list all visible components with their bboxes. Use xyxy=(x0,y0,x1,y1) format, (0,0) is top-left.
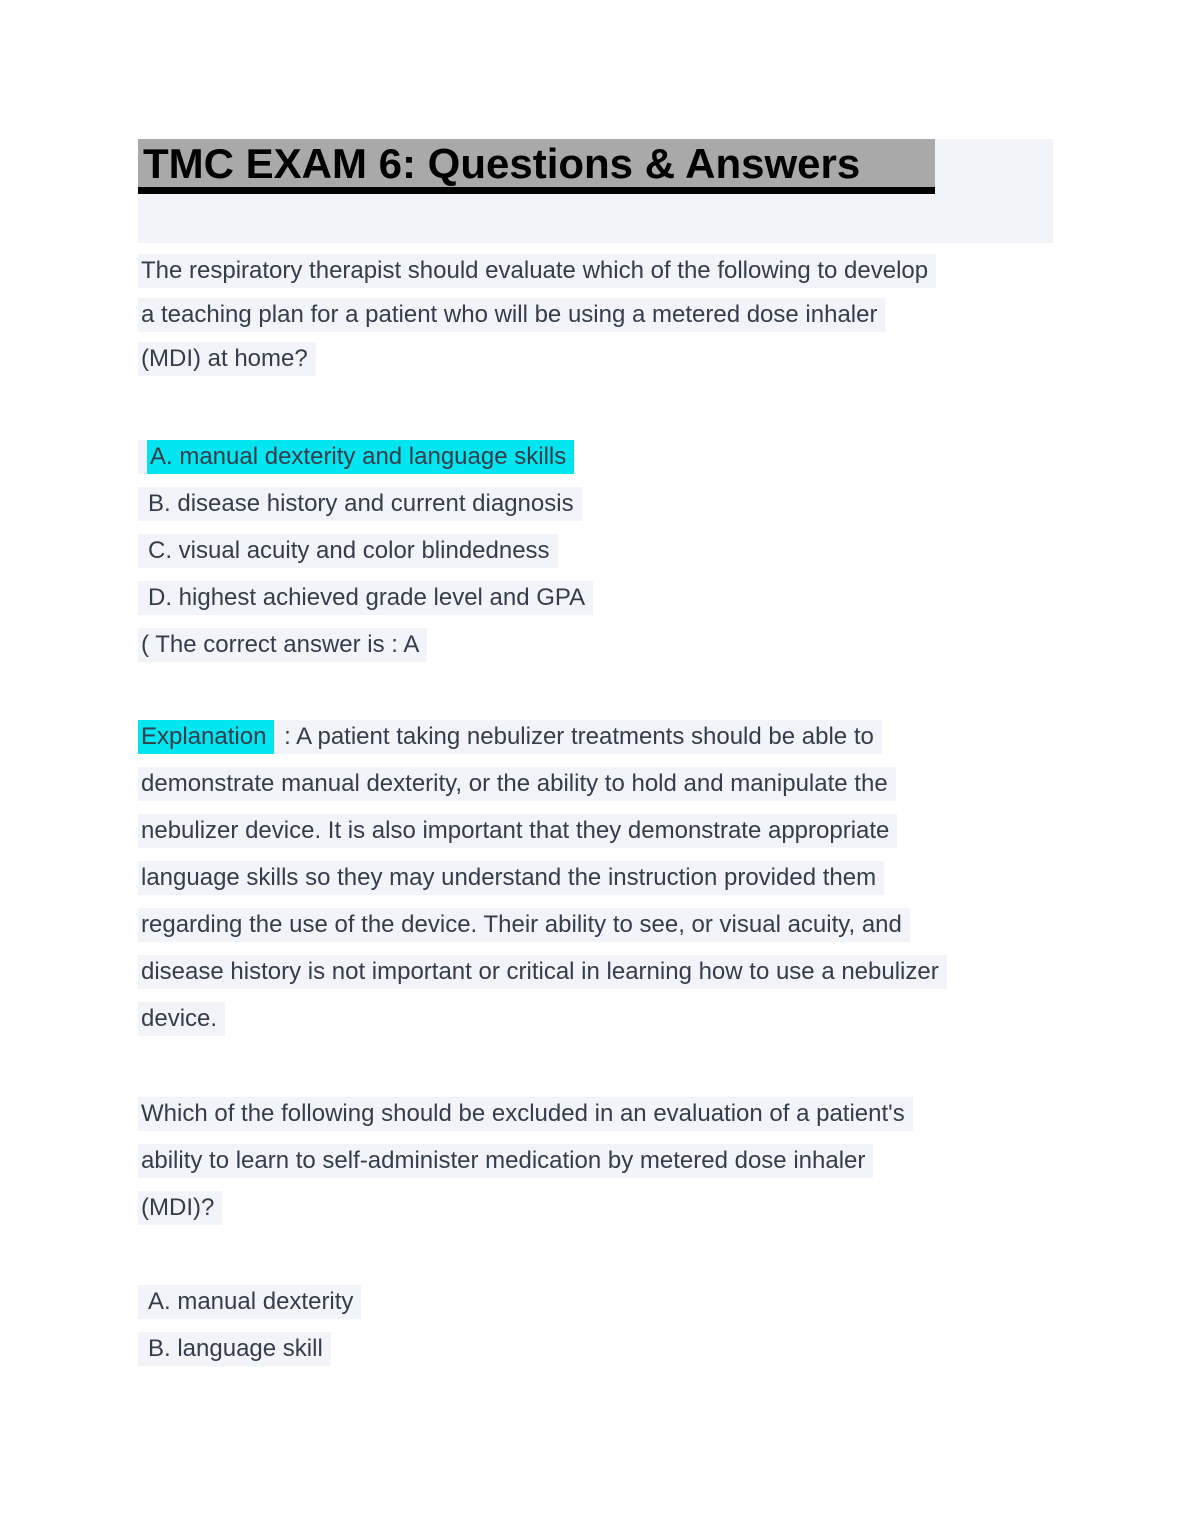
title-panel xyxy=(138,139,1053,243)
question-1-option-d-text: D. highest achieved grade level and GPA xyxy=(138,581,593,615)
explanation-line-text: : A patient taking nebulizer treatments should be able to xyxy=(274,720,881,754)
question-1-option-b-text: B. disease history and current diagnosis xyxy=(138,487,582,521)
page-title xyxy=(138,139,1053,194)
question-1-option-c xyxy=(138,527,1150,574)
question-2-option-b-text: B. language skill xyxy=(138,1332,331,1366)
question-1-option-a-text-correct: A. manual dexterity and language skills xyxy=(147,440,574,474)
explanation-line xyxy=(138,901,1150,948)
option-lead-space xyxy=(138,440,147,474)
question-1-line xyxy=(138,293,1150,337)
question-2-line xyxy=(138,1184,1150,1231)
explanation-line xyxy=(138,854,1150,901)
explanation-line-text: demonstrate manual dexterity, or the ability to hold and manipulate the xyxy=(138,767,896,801)
explanation-line-text: nebulizer device. It is also important that they demonstrate appropriate xyxy=(138,814,897,848)
question-2-option-a xyxy=(138,1278,1150,1325)
question-1-option-a xyxy=(138,433,1150,480)
explanation-label: Explanation xyxy=(138,720,274,754)
explanation-line-text: language skills so they may understand the instruction provided them xyxy=(138,861,884,895)
explanation-line xyxy=(138,713,1150,760)
question-1-line xyxy=(138,249,1150,293)
question-2-text xyxy=(138,1090,1150,1231)
question-2-line-text: Which of the following should be excluded in an evaluation of a patient's xyxy=(138,1097,913,1131)
question-1-answer-note xyxy=(138,621,1150,668)
page-title-text: TMC EXAM 6: Questions & Answers xyxy=(138,139,935,194)
question-1-options xyxy=(138,433,1150,668)
explanation-line xyxy=(138,807,1150,854)
question-1-option-b xyxy=(138,480,1150,527)
question-1-answer-note-text: ( The correct answer is : A xyxy=(138,628,427,662)
question-2-options xyxy=(138,1278,1150,1372)
question-2-line-text: (MDI)? xyxy=(138,1191,222,1225)
question-2-option-a-text: A. manual dexterity xyxy=(138,1285,361,1319)
explanation-line xyxy=(138,760,1150,807)
explanation-section xyxy=(138,713,1150,1042)
question-1-line xyxy=(138,337,1150,381)
question-1-option-d xyxy=(138,574,1150,621)
question-1-option-c-text: C. visual acuity and color blindedness xyxy=(138,534,558,568)
question-1-text xyxy=(138,249,1150,381)
explanation-line xyxy=(138,948,1150,995)
explanation-line-text: disease history is not important or critical in learning how to use a nebulizer xyxy=(138,955,947,989)
question-2-line xyxy=(138,1090,1150,1137)
question-1-line-text: (MDI) at home? xyxy=(138,342,316,376)
question-2-option-b xyxy=(138,1325,1150,1372)
explanation-line xyxy=(138,995,1150,1042)
explanation-line-text: device. xyxy=(138,1002,225,1036)
question-1-line-text: The respiratory therapist should evaluate which of the following to develop xyxy=(138,254,936,288)
explanation-line-text: regarding the use of the device. Their ability to see, or visual acuity, and xyxy=(138,908,910,942)
question-1-line-text: a teaching plan for a patient who will be using a metered dose inhaler xyxy=(138,298,885,332)
question-2-line-text: ability to learn to self-administer medication by metered dose inhaler xyxy=(138,1144,873,1178)
question-2-line xyxy=(138,1137,1150,1184)
